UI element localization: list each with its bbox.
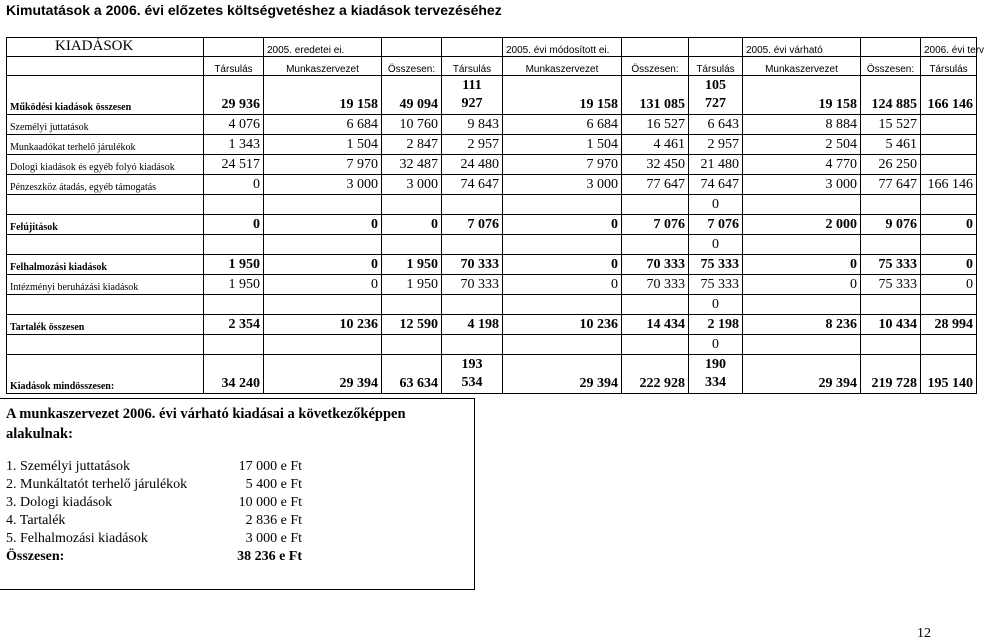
summary-item: 1. Személyi juttatások 17 000 e Ft	[6, 459, 302, 474]
summary-item: 5. Felhalmozási kiadások 3 000 e Ft	[6, 531, 302, 546]
table-cell: 131 085	[622, 76, 689, 115]
table-cell: 3 000	[382, 175, 442, 195]
column-header: Összesen:	[861, 57, 921, 76]
table-cell: 24 480	[442, 155, 503, 175]
table-cell: 0	[503, 275, 622, 295]
table-cell: 2 198	[689, 315, 743, 335]
table-cell: 70 333	[622, 275, 689, 295]
table-cell: 70 333	[442, 255, 503, 275]
table-cell: 9 076	[861, 215, 921, 235]
column-header: Társulás	[921, 57, 977, 76]
table-cell: 77 647	[861, 175, 921, 195]
table-cell: 222 928	[622, 355, 689, 394]
table-cell: 2 504	[743, 135, 861, 155]
table-cell: 2 354	[204, 315, 264, 335]
table-cell: 1 343	[204, 135, 264, 155]
table-row	[7, 76, 977, 115]
row-label: Tartalék összesen	[7, 315, 204, 335]
summary-item: 2. Munkáltatót terhelő járulékok 5 400 e Ft	[6, 477, 302, 492]
table-cell: 124 885	[861, 76, 921, 115]
table-row	[7, 115, 977, 135]
column-header: Társulás	[689, 57, 743, 76]
column-header: Összesen:	[382, 57, 442, 76]
row-label: Kiadások mindösszesen:	[7, 355, 204, 394]
period-header: 2005. évi módosított ei.	[503, 38, 622, 57]
row-label: Személyi juttatások	[7, 115, 204, 135]
table-cell: 7 076	[442, 215, 503, 235]
table-cell: 2 957	[689, 135, 743, 155]
table-cell: 4 770	[743, 155, 861, 175]
table-cell: 219 728	[861, 355, 921, 394]
table-cell: 3 000	[743, 175, 861, 195]
table-cell: 15 527	[861, 115, 921, 135]
table-cell	[921, 135, 977, 155]
row-label: Munkaadókat terhelő járulékok	[7, 135, 204, 155]
table-cell: 10 236	[503, 315, 622, 335]
column-header: Munkaszervezet	[743, 57, 861, 76]
table-cell: 14 434	[622, 315, 689, 335]
period-header: 2005. eredetei ei.	[264, 38, 382, 57]
table-cell: 0	[264, 215, 382, 235]
table-cell: 75 333	[861, 275, 921, 295]
spacer-row	[7, 235, 977, 255]
table-cell: 193 534	[442, 355, 503, 394]
table-cell: 7 076	[622, 215, 689, 235]
table-cell: 74 647	[442, 175, 503, 195]
page-title: Kimutatások a 2006. évi előzetes költségvetéshez a kiadások tervezéséhez	[6, 2, 502, 18]
column-header: Társulás	[204, 57, 264, 76]
period-header: 2006. évi terv	[921, 38, 977, 57]
period-header: 2005. évi várható	[743, 38, 861, 57]
table-cell: 1 504	[264, 135, 382, 155]
table-cell: 12 590	[382, 315, 442, 335]
table-cell: 0	[689, 295, 743, 315]
table-cell: 63 634	[382, 355, 442, 394]
table-cell: 16 527	[622, 115, 689, 135]
table-row	[7, 215, 977, 235]
summary-item: 4. Tartalék 2 836 e Ft	[6, 513, 302, 528]
table-cell: 0	[689, 235, 743, 255]
table-cell: 29 936	[204, 76, 264, 115]
table-cell: 75 333	[689, 275, 743, 295]
row-label: Intézményi beruházási kiadások	[7, 275, 204, 295]
table-cell: 7 970	[503, 155, 622, 175]
table-cell: 75 333	[861, 255, 921, 275]
table-cell: 1 950	[382, 275, 442, 295]
table-cell: 6 684	[264, 115, 382, 135]
summary-item: 3. Dologi kiadások 10 000 e Ft	[6, 495, 302, 510]
table-row	[7, 135, 977, 155]
table-cell: 10 236	[264, 315, 382, 335]
column-header-row	[7, 57, 977, 76]
table-cell: 2 847	[382, 135, 442, 155]
table-cell: 1 950	[382, 255, 442, 275]
table-cell: 0	[204, 215, 264, 235]
table-cell: 19 158	[264, 76, 382, 115]
table-cell: 0	[743, 275, 861, 295]
table-cell: 3 000	[503, 175, 622, 195]
summary-total: Összesen: 38 236 e Ft	[6, 549, 302, 564]
table-cell: 166 146	[921, 76, 977, 115]
row-label: Dologi kiadások és egyéb folyó kiadások	[7, 155, 204, 175]
table-cell: 6 643	[689, 115, 743, 135]
table-cell: 9 843	[442, 115, 503, 135]
row-label: Felújítások	[7, 215, 204, 235]
table-cell: 34 240	[204, 355, 264, 394]
column-header: Társulás	[442, 57, 503, 76]
table-cell: 24 517	[204, 155, 264, 175]
table-cell: 105 727	[689, 76, 743, 115]
row-label: Felhalmozási kiadások	[7, 255, 204, 275]
summary-list	[6, 458, 306, 566]
table-cell: 70 333	[622, 255, 689, 275]
table-cell: 0	[264, 275, 382, 295]
table-cell: 10 434	[861, 315, 921, 335]
table-row	[7, 175, 977, 195]
table-cell: 3 000	[264, 175, 382, 195]
table-cell: 8 884	[743, 115, 861, 135]
table-cell: 0	[264, 255, 382, 275]
page-number: 12	[917, 626, 931, 641]
table-cell: 29 394	[503, 355, 622, 394]
header-label: KIADÁSOK	[7, 38, 204, 57]
table-cell: 0	[503, 255, 622, 275]
table-row	[7, 355, 977, 394]
table-row	[7, 315, 977, 335]
table-cell: 29 394	[264, 355, 382, 394]
row-label: Működési kiadások összesen	[7, 76, 204, 115]
table-cell: 75 333	[689, 255, 743, 275]
table-cell: 70 333	[442, 275, 503, 295]
table-cell: 0	[921, 275, 977, 295]
table-cell: 19 158	[503, 76, 622, 115]
table-cell: 6 684	[503, 115, 622, 135]
table-cell: 21 480	[689, 155, 743, 175]
table-cell: 1 950	[204, 275, 264, 295]
table-cell: 10 760	[382, 115, 442, 135]
expenditure-table	[6, 37, 984, 394]
table-cell: 0	[921, 215, 977, 235]
spacer-row	[7, 195, 977, 215]
table-cell: 19 158	[743, 76, 861, 115]
column-header: Munkaszervezet	[503, 57, 622, 76]
table-cell: 190 334	[689, 355, 743, 394]
table-cell: 26 250	[861, 155, 921, 175]
table-cell: 2 000	[743, 215, 861, 235]
table-cell: 49 094	[382, 76, 442, 115]
summary-title: A munkaszervezet 2006. évi várható kiadásai a következőképpen alakulnak:	[6, 406, 406, 442]
table-cell	[921, 155, 977, 175]
spacer-row	[7, 335, 977, 355]
table-cell	[921, 115, 977, 135]
column-header: Összesen:	[622, 57, 689, 76]
table-cell: 0	[921, 255, 977, 275]
table-cell: 0	[204, 175, 264, 195]
table-cell: 2 957	[442, 135, 503, 155]
column-header: Munkaszervezet	[264, 57, 382, 76]
table-cell: 4 461	[622, 135, 689, 155]
table-cell: 32 450	[622, 155, 689, 175]
table-row	[7, 275, 977, 295]
table-cell: 0	[743, 255, 861, 275]
table-cell: 28 994	[921, 315, 977, 335]
table-cell: 4 076	[204, 115, 264, 135]
row-label: Pénzeszköz átadás, egyéb támogatás	[7, 175, 204, 195]
table-cell: 166 146	[921, 175, 977, 195]
table-cell: 8 236	[743, 315, 861, 335]
table-cell: 0	[689, 195, 743, 215]
table-cell: 0	[382, 215, 442, 235]
table-cell: 1 950	[204, 255, 264, 275]
table-cell: 5 461	[861, 135, 921, 155]
period-header-row	[7, 38, 977, 57]
table-cell: 74 647	[689, 175, 743, 195]
table-cell: 0	[503, 215, 622, 235]
table-cell: 7 076	[689, 215, 743, 235]
table-row	[7, 155, 977, 175]
table-row	[7, 255, 977, 275]
table-cell: 32 487	[382, 155, 442, 175]
table-cell: 77 647	[622, 175, 689, 195]
table-cell: 1 504	[503, 135, 622, 155]
table-cell: 0	[689, 335, 743, 355]
spacer-row	[7, 295, 977, 315]
table-cell: 29 394	[743, 355, 861, 394]
table-cell: 111 927	[442, 76, 503, 115]
table-cell: 195 140	[921, 355, 977, 394]
table-cell: 7 970	[264, 155, 382, 175]
table-cell: 4 198	[442, 315, 503, 335]
